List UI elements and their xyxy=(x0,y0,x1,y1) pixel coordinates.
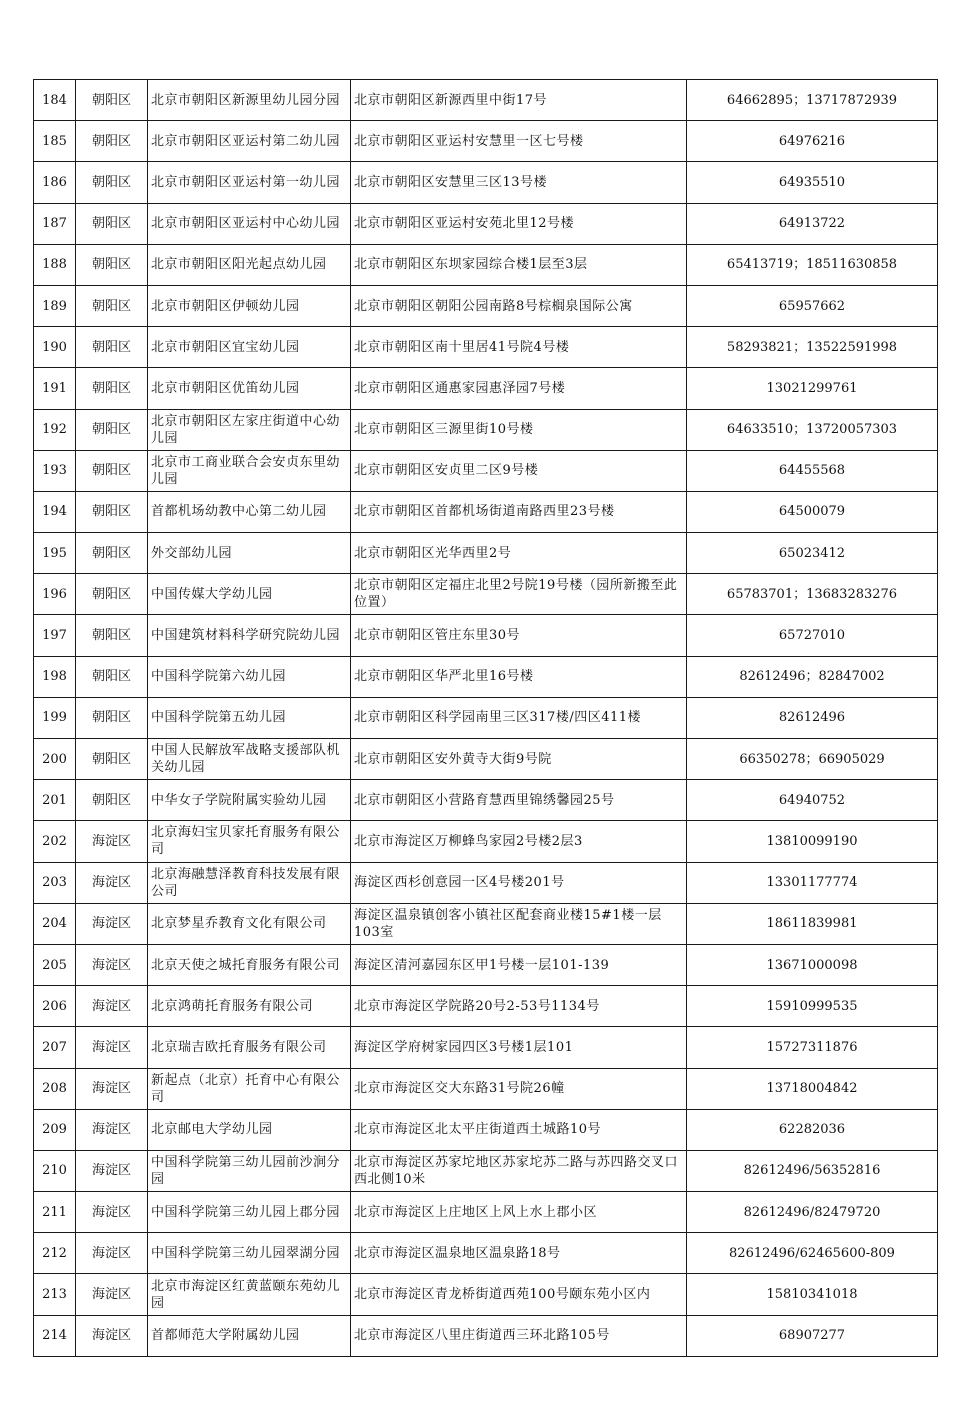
table-row xyxy=(34,615,938,656)
table-row xyxy=(34,1150,938,1191)
table-row xyxy=(34,903,938,944)
phone-cell: 65783701；13683283276 xyxy=(687,574,938,615)
institution-name-cell: 北京梦星乔教育文化有限公司 xyxy=(148,903,351,944)
address-cell: 北京市海淀区上庄地区上风上水上郡小区 xyxy=(351,1192,687,1233)
row-number: 188 xyxy=(34,244,76,285)
phone-cell: 64976216 xyxy=(687,121,938,162)
phone-cell: 82612496/62465600-809 xyxy=(687,1233,938,1274)
institution-name-cell: 中国人民解放军战略支援部队机关幼儿园 xyxy=(148,739,351,780)
table-row xyxy=(34,780,938,821)
district-cell: 海淀区 xyxy=(76,1150,148,1191)
address-cell: 北京市朝阳区科学园南里三区317楼/四区411楼 xyxy=(351,697,687,738)
address-cell: 北京市朝阳区亚运村安苑北里12号楼 xyxy=(351,203,687,244)
district-cell: 海淀区 xyxy=(76,903,148,944)
institution-name-cell: 中华女子学院附属实验幼儿园 xyxy=(148,780,351,821)
table-row xyxy=(34,491,938,532)
phone-cell: 15910999535 xyxy=(687,986,938,1027)
district-cell: 海淀区 xyxy=(76,1192,148,1233)
district-cell: 海淀区 xyxy=(76,1315,148,1356)
institution-name-cell: 中国科学院第三幼儿园前沙涧分园 xyxy=(148,1150,351,1191)
address-cell: 北京市朝阳区首都机场街道南路西里23号楼 xyxy=(351,491,687,532)
row-number: 204 xyxy=(34,903,76,944)
phone-cell: 64633510；13720057303 xyxy=(687,409,938,450)
table-body xyxy=(34,80,938,1357)
row-number: 210 xyxy=(34,1150,76,1191)
table-row xyxy=(34,1315,938,1356)
row-number: 206 xyxy=(34,986,76,1027)
institution-name-cell: 外交部幼儿园 xyxy=(148,533,351,574)
district-cell: 朝阳区 xyxy=(76,121,148,162)
phone-cell: 82612496/82479720 xyxy=(687,1192,938,1233)
institution-name-cell: 北京市朝阳区亚运村第一幼儿园 xyxy=(148,162,351,203)
institution-name-cell: 北京市海淀区红黄蓝颐东苑幼儿园 xyxy=(148,1274,351,1315)
phone-cell: 65413719；18511630858 xyxy=(687,244,938,285)
table-row xyxy=(34,1027,938,1068)
district-cell: 朝阳区 xyxy=(76,615,148,656)
row-number: 213 xyxy=(34,1274,76,1315)
address-cell: 海淀区温泉镇创客小镇社区配套商业楼15#1楼一层103室 xyxy=(351,903,687,944)
phone-cell: 65957662 xyxy=(687,285,938,326)
address-cell: 北京市海淀区温泉地区温泉路18号 xyxy=(351,1233,687,1274)
institution-name-cell: 北京邮电大学幼儿园 xyxy=(148,1109,351,1150)
table-row xyxy=(34,1109,938,1150)
phone-cell: 62282036 xyxy=(687,1109,938,1150)
phone-cell: 68907277 xyxy=(687,1315,938,1356)
institution-name-cell: 中国科学院第六幼儿园 xyxy=(148,656,351,697)
table-row xyxy=(34,986,938,1027)
district-cell: 海淀区 xyxy=(76,862,148,903)
district-cell: 海淀区 xyxy=(76,986,148,1027)
address-cell: 北京市朝阳区朝阳公园南路8号棕榈泉国际公寓 xyxy=(351,285,687,326)
district-cell: 朝阳区 xyxy=(76,780,148,821)
district-cell: 海淀区 xyxy=(76,1109,148,1150)
table-row xyxy=(34,656,938,697)
phone-cell: 13021299761 xyxy=(687,368,938,409)
district-cell: 朝阳区 xyxy=(76,656,148,697)
kindergarten-table xyxy=(33,79,938,1357)
district-cell: 海淀区 xyxy=(76,1027,148,1068)
address-cell: 北京市朝阳区小营路育慧西里锦绣馨园25号 xyxy=(351,780,687,821)
table-row xyxy=(34,1233,938,1274)
table-row xyxy=(34,862,938,903)
district-cell: 海淀区 xyxy=(76,944,148,985)
address-cell: 北京市朝阳区光华西里2号 xyxy=(351,533,687,574)
district-cell: 朝阳区 xyxy=(76,203,148,244)
address-cell: 北京市朝阳区华严北里16号楼 xyxy=(351,656,687,697)
table-row xyxy=(34,1192,938,1233)
phone-cell: 64500079 xyxy=(687,491,938,532)
institution-name-cell: 中国科学院第三幼儿园上郡分园 xyxy=(148,1192,351,1233)
address-cell: 海淀区学府树家园四区3号楼1层101 xyxy=(351,1027,687,1068)
address-cell: 北京市朝阳区通惠家园惠泽园7号楼 xyxy=(351,368,687,409)
row-number: 197 xyxy=(34,615,76,656)
phone-cell: 13301177774 xyxy=(687,862,938,903)
phone-cell: 64940752 xyxy=(687,780,938,821)
address-cell: 海淀区西杉创意园一区4号楼201号 xyxy=(351,862,687,903)
institution-name-cell: 北京市朝阳区伊顿幼儿园 xyxy=(148,285,351,326)
address-cell: 北京市朝阳区新源西里中街17号 xyxy=(351,80,687,121)
district-cell: 朝阳区 xyxy=(76,574,148,615)
row-number: 196 xyxy=(34,574,76,615)
row-number: 187 xyxy=(34,203,76,244)
district-cell: 朝阳区 xyxy=(76,491,148,532)
row-number: 205 xyxy=(34,944,76,985)
institution-name-cell: 首都师范大学附属幼儿园 xyxy=(148,1315,351,1356)
institution-name-cell: 北京海融慧泽教育科技发展有限公司 xyxy=(148,862,351,903)
row-number: 208 xyxy=(34,1068,76,1109)
district-cell: 朝阳区 xyxy=(76,739,148,780)
institution-name-cell: 北京海妇宝贝家托育服务有限公司 xyxy=(148,821,351,862)
table-row xyxy=(34,409,938,450)
institution-name-cell: 北京鸿萌托育服务有限公司 xyxy=(148,986,351,1027)
address-cell: 北京市朝阳区南十里居41号院4号楼 xyxy=(351,327,687,368)
table-row xyxy=(34,368,938,409)
address-cell: 北京市海淀区万柳蜂鸟家园2号楼2层3 xyxy=(351,821,687,862)
institution-name-cell: 中国传媒大学幼儿园 xyxy=(148,574,351,615)
phone-cell: 82612496/56352816 xyxy=(687,1150,938,1191)
address-cell: 北京市海淀区八里庄街道西三环北路105号 xyxy=(351,1315,687,1356)
district-cell: 朝阳区 xyxy=(76,285,148,326)
phone-cell: 82612496；82847002 xyxy=(687,656,938,697)
address-cell: 北京市朝阳区安外黄寺大街9号院 xyxy=(351,739,687,780)
institution-name-cell: 北京市朝阳区亚运村第二幼儿园 xyxy=(148,121,351,162)
phone-cell: 64913722 xyxy=(687,203,938,244)
institution-name-cell: 北京天使之城托育服务有限公司 xyxy=(148,944,351,985)
address-cell: 北京市海淀区北太平庄街道西土城路10号 xyxy=(351,1109,687,1150)
row-number: 201 xyxy=(34,780,76,821)
table-row xyxy=(34,821,938,862)
row-number: 194 xyxy=(34,491,76,532)
phone-cell: 66350278；66905029 xyxy=(687,739,938,780)
district-cell: 海淀区 xyxy=(76,821,148,862)
row-number: 186 xyxy=(34,162,76,203)
phone-cell: 15727311876 xyxy=(687,1027,938,1068)
district-cell: 朝阳区 xyxy=(76,533,148,574)
table-row xyxy=(34,574,938,615)
row-number: 199 xyxy=(34,697,76,738)
address-cell: 北京市朝阳区东坝家园综合楼1层至3层 xyxy=(351,244,687,285)
row-number: 193 xyxy=(34,450,76,491)
row-number: 190 xyxy=(34,327,76,368)
institution-name-cell: 新起点（北京）托育中心有限公司 xyxy=(148,1068,351,1109)
table-row xyxy=(34,450,938,491)
phone-cell: 15810341018 xyxy=(687,1274,938,1315)
row-number: 195 xyxy=(34,533,76,574)
phone-cell: 18611839981 xyxy=(687,903,938,944)
row-number: 189 xyxy=(34,285,76,326)
table-row xyxy=(34,162,938,203)
phone-cell: 58293821；13522591998 xyxy=(687,327,938,368)
district-cell: 海淀区 xyxy=(76,1233,148,1274)
institution-name-cell: 北京市朝阳区阳光起点幼儿园 xyxy=(148,244,351,285)
address-cell: 北京市海淀区苏家坨地区苏家坨苏二路与苏四路交叉口西北侧10米 xyxy=(351,1150,687,1191)
district-cell: 朝阳区 xyxy=(76,162,148,203)
district-cell: 朝阳区 xyxy=(76,697,148,738)
address-cell: 北京市朝阳区安慧里三区13号楼 xyxy=(351,162,687,203)
institution-name-cell: 中国科学院第五幼儿园 xyxy=(148,697,351,738)
table-row xyxy=(34,80,938,121)
row-number: 198 xyxy=(34,656,76,697)
institution-name-cell: 北京市朝阳区宜宝幼儿园 xyxy=(148,327,351,368)
institution-name-cell: 北京瑞吉欧托育服务有限公司 xyxy=(148,1027,351,1068)
address-cell: 北京市朝阳区三源里街10号楼 xyxy=(351,409,687,450)
row-number: 211 xyxy=(34,1192,76,1233)
phone-cell: 64455568 xyxy=(687,450,938,491)
table-row xyxy=(34,244,938,285)
institution-name-cell: 中国科学院第三幼儿园翠湖分园 xyxy=(148,1233,351,1274)
table-row xyxy=(34,944,938,985)
district-cell: 海淀区 xyxy=(76,1274,148,1315)
address-cell: 海淀区清河嘉园东区甲1号楼一层101-139 xyxy=(351,944,687,985)
institution-name-cell: 北京市朝阳区亚运村中心幼儿园 xyxy=(148,203,351,244)
address-cell: 北京市朝阳区管庄东里30号 xyxy=(351,615,687,656)
table-row xyxy=(34,327,938,368)
table-row xyxy=(34,1068,938,1109)
district-cell: 海淀区 xyxy=(76,1068,148,1109)
table-row xyxy=(34,697,938,738)
institution-name-cell: 首都机场幼教中心第二幼儿园 xyxy=(148,491,351,532)
phone-cell: 13810099190 xyxy=(687,821,938,862)
institution-name-cell: 北京市朝阳区优笛幼儿园 xyxy=(148,368,351,409)
row-number: 203 xyxy=(34,862,76,903)
district-cell: 朝阳区 xyxy=(76,368,148,409)
institution-name-cell: 北京市朝阳区左家庄街道中心幼儿园 xyxy=(148,409,351,450)
row-number: 192 xyxy=(34,409,76,450)
row-number: 207 xyxy=(34,1027,76,1068)
institution-name-cell: 北京市朝阳区新源里幼儿园分园 xyxy=(148,80,351,121)
phone-cell: 82612496 xyxy=(687,697,938,738)
row-number: 184 xyxy=(34,80,76,121)
phone-cell: 65023412 xyxy=(687,533,938,574)
phone-cell: 64935510 xyxy=(687,162,938,203)
table-row xyxy=(34,1274,938,1315)
table-row xyxy=(34,533,938,574)
phone-cell: 65727010 xyxy=(687,615,938,656)
phone-cell: 64662895；13717872939 xyxy=(687,80,938,121)
address-cell: 北京市朝阳区定福庄北里2号院19号楼（园所新搬至此位置） xyxy=(351,574,687,615)
institution-name-cell: 北京市工商业联合会安贞东里幼儿园 xyxy=(148,450,351,491)
phone-cell: 13671000098 xyxy=(687,944,938,985)
address-cell: 北京市朝阳区亚运村安慧里一区七号楼 xyxy=(351,121,687,162)
address-cell: 北京市朝阳区安贞里二区9号楼 xyxy=(351,450,687,491)
district-cell: 朝阳区 xyxy=(76,244,148,285)
table-row xyxy=(34,739,938,780)
phone-cell: 13718004842 xyxy=(687,1068,938,1109)
table-row xyxy=(34,285,938,326)
district-cell: 朝阳区 xyxy=(76,409,148,450)
table-row xyxy=(34,121,938,162)
row-number: 212 xyxy=(34,1233,76,1274)
district-cell: 朝阳区 xyxy=(76,450,148,491)
address-cell: 北京市海淀区交大东路31号院26幢 xyxy=(351,1068,687,1109)
row-number: 191 xyxy=(34,368,76,409)
district-cell: 朝阳区 xyxy=(76,80,148,121)
district-cell: 朝阳区 xyxy=(76,327,148,368)
row-number: 209 xyxy=(34,1109,76,1150)
address-cell: 北京市海淀区青龙桥街道西苑100号颐东苑小区内 xyxy=(351,1274,687,1315)
row-number: 202 xyxy=(34,821,76,862)
row-number: 214 xyxy=(34,1315,76,1356)
institution-name-cell: 中国建筑材料科学研究院幼儿园 xyxy=(148,615,351,656)
table-row xyxy=(34,203,938,244)
address-cell: 北京市海淀区学院路20号2-53号1134号 xyxy=(351,986,687,1027)
row-number: 200 xyxy=(34,739,76,780)
row-number: 185 xyxy=(34,121,76,162)
